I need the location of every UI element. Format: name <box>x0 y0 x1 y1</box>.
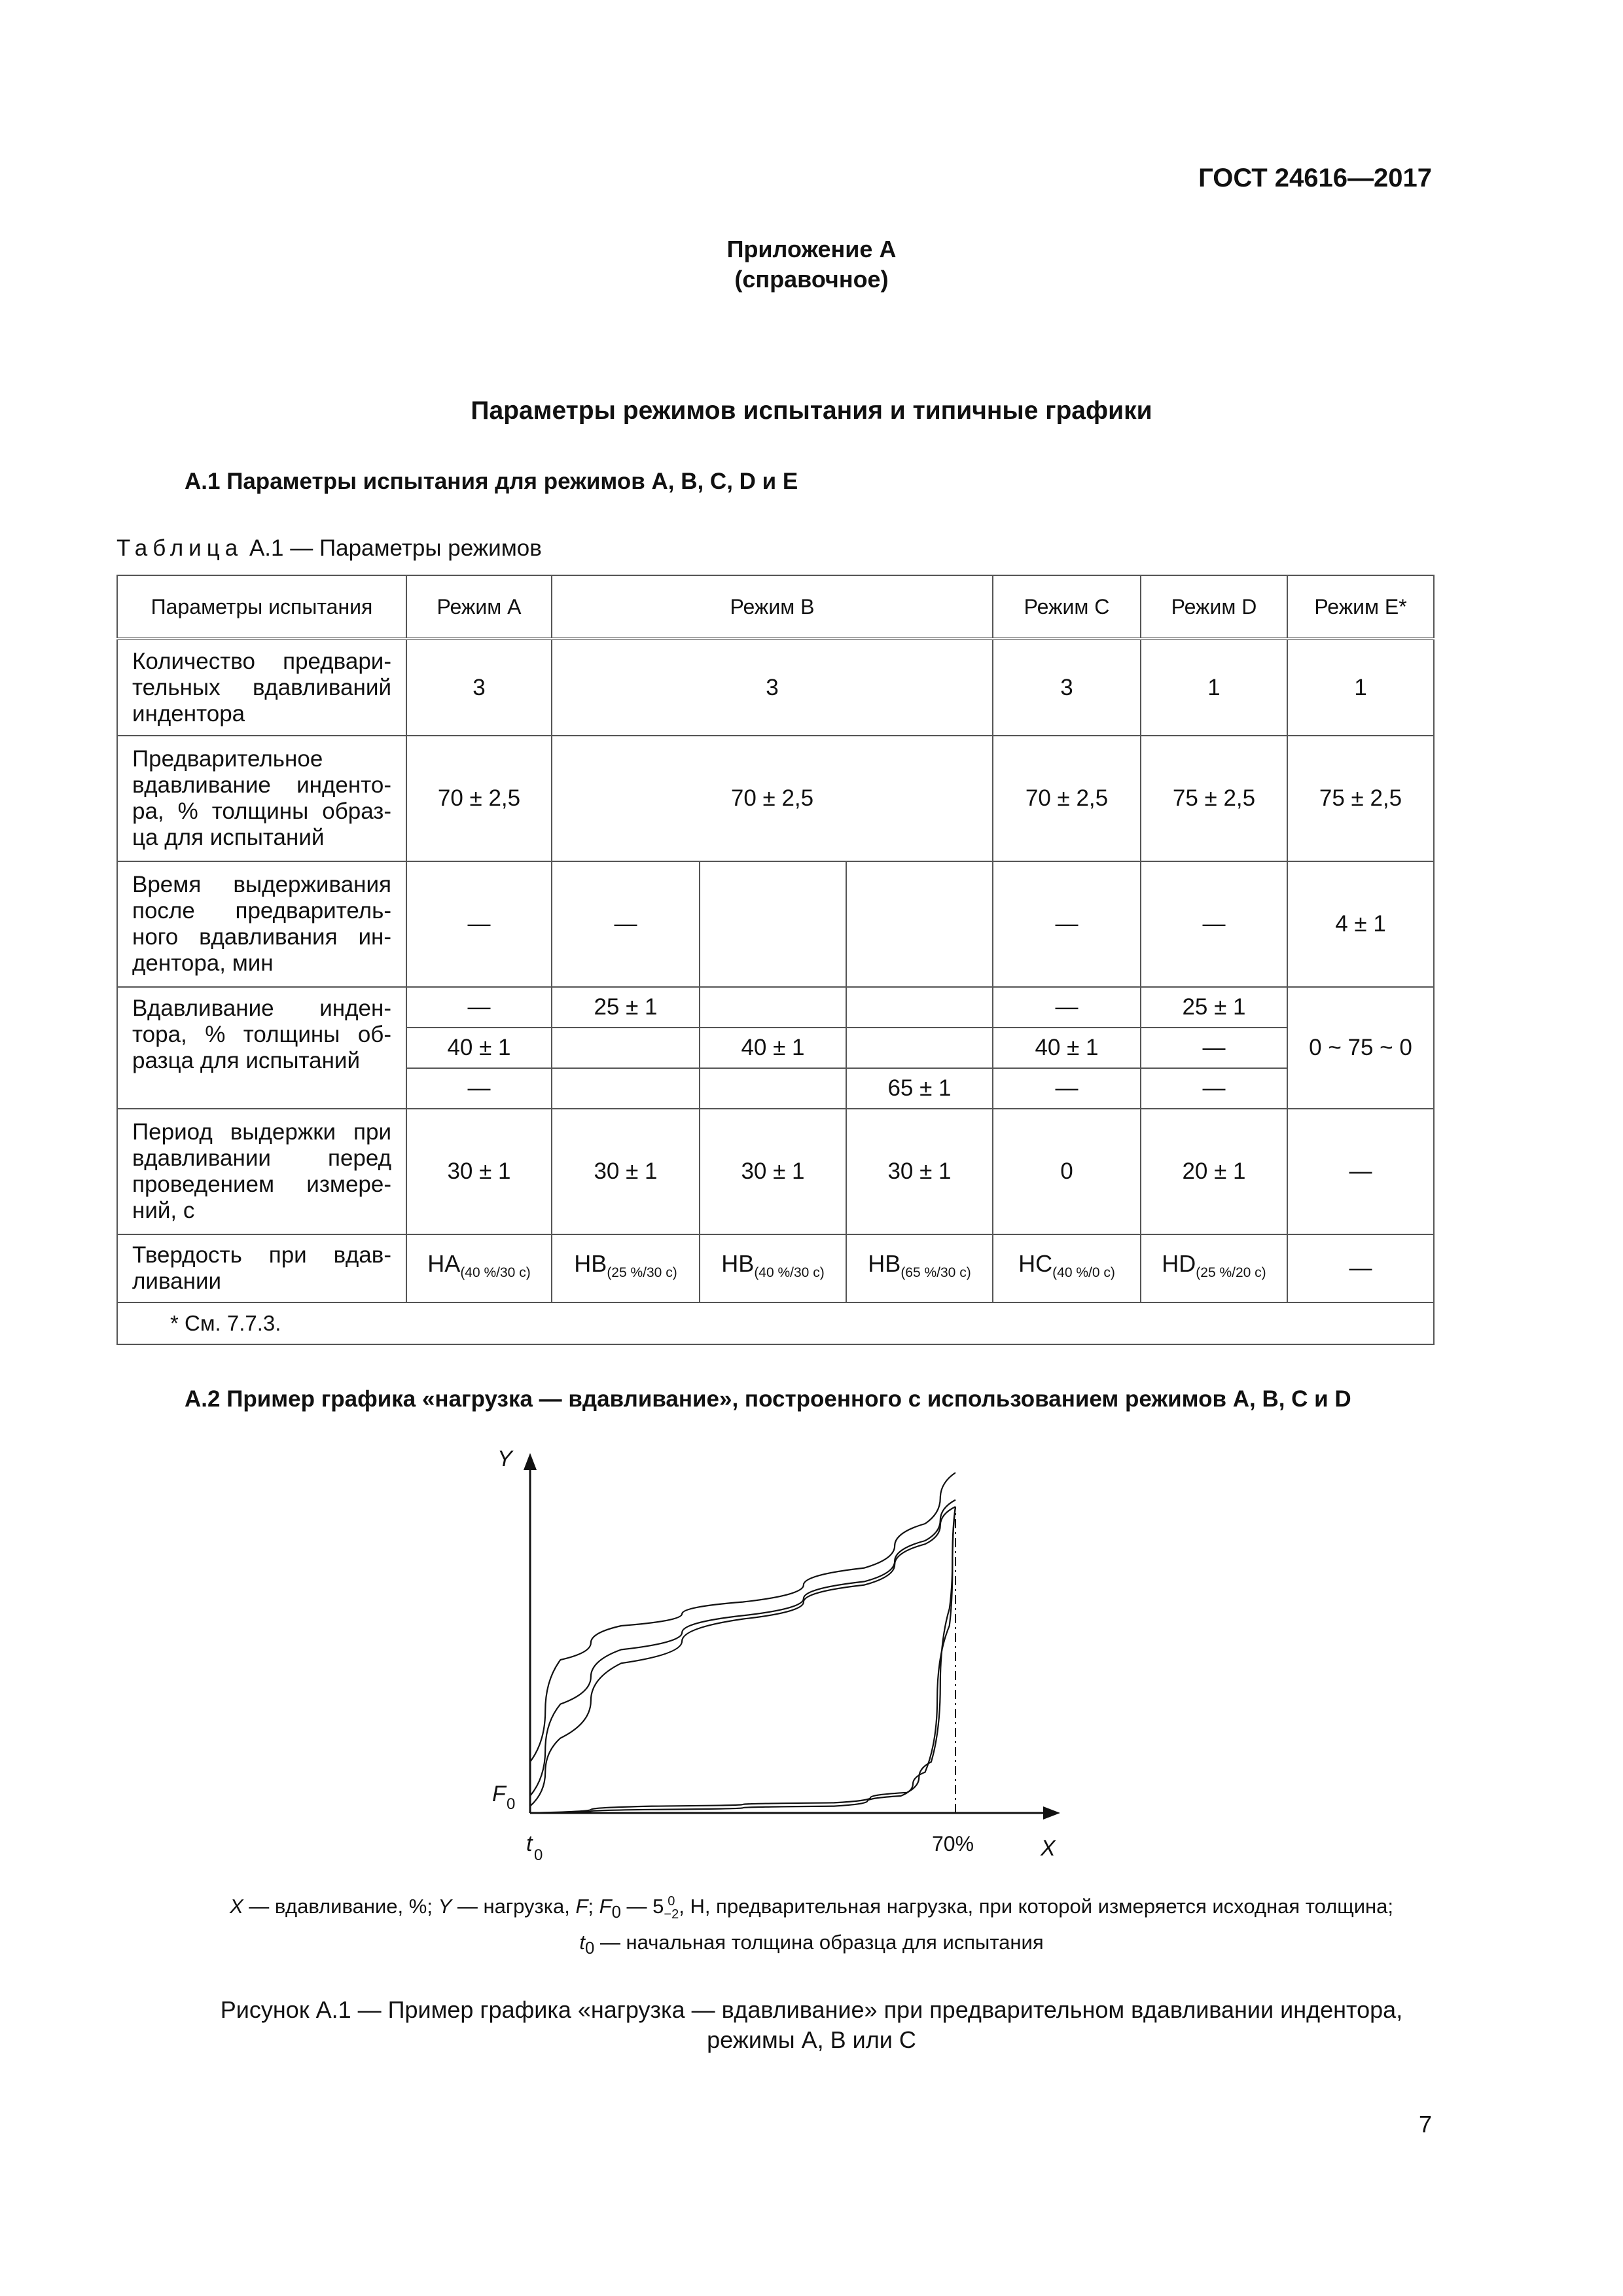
cell-d: 20 ± 1 <box>1141 1109 1287 1234</box>
row-label-hold-period: Период выдержки при вдавливании перед проведением измере-ний, с <box>117 1109 406 1234</box>
cell-a: — <box>406 1068 552 1109</box>
table-footnote-row <box>117 1302 1434 1344</box>
document-title: Параметры режимов испытания и типичные графики <box>471 397 1152 425</box>
standard-number: ГОСТ 24616—2017 <box>1198 164 1432 192</box>
cell-a: — <box>406 987 552 1028</box>
row-label-hardness: Твердость при вдав-ливании <box>117 1234 406 1302</box>
legend-tolerance-upper: 0 <box>668 1893 675 1909</box>
hardness-subscript: (65 %/30 с) <box>901 1265 971 1280</box>
cell-a: 3 <box>406 639 552 736</box>
cell-e: — <box>1287 1109 1434 1234</box>
cell-b: 70 ± 2,5 <box>552 736 993 861</box>
table-footnote: * См. 7.7.3. <box>117 1302 1434 1344</box>
table-row <box>117 1109 1434 1234</box>
y-tick-label-f0-sub: 0 <box>507 1795 516 1813</box>
header-mode-a: Режим А <box>406 575 552 639</box>
x-axis-label: X <box>1041 1836 1056 1861</box>
load-indentation-chart <box>471 1433 1126 1878</box>
legend-x-desc: — вдавливание, %; <box>243 1895 438 1918</box>
cell-a: — <box>406 861 552 987</box>
table-caption-text: А.1 — Параметры режимов <box>243 535 542 561</box>
hardness-symbol: HB <box>868 1250 901 1277</box>
legend-separator: ; <box>588 1895 599 1918</box>
cell-c <box>993 1234 1141 1302</box>
legend-f0-sub: 0 <box>611 1903 621 1922</box>
appendix-status: (справочное) <box>734 266 889 293</box>
figure-caption-line-1: Рисунок А.1 — Пример графика «нагрузка — вдавливание» при предварительном вдавливании индентора, <box>220 1996 1403 2023</box>
loading-curve-1 <box>530 1473 955 1762</box>
cell-c: 0 <box>993 1109 1141 1234</box>
cell-b2: 40 ± 1 <box>700 1028 846 1068</box>
legend-x-symbol: X <box>229 1895 243 1918</box>
legend-y-symbol: Y <box>438 1895 452 1918</box>
cell-e: 75 ± 2,5 <box>1287 736 1434 861</box>
cell-b3: 65 ± 1 <box>846 1068 993 1109</box>
row-label-preload-count: Количество предвари-тельных вдавливаний индентора <box>117 639 406 736</box>
cell-b1: — <box>552 861 700 987</box>
legend-f0-symbol: F <box>599 1895 612 1918</box>
cell-c: — <box>993 861 1141 987</box>
legend-t0-symbol: t <box>579 1931 585 1954</box>
header-mode-e: Режим Е* <box>1287 575 1434 639</box>
cell-b: 3 <box>552 639 993 736</box>
legend-line-2 <box>0 1928 1623 1964</box>
y-axis-arrow <box>524 1453 537 1470</box>
hardness-symbol: HC <box>1018 1250 1053 1277</box>
figure-caption-line-2: режимы А, В или С <box>707 2026 916 2053</box>
cell-d <box>1141 1234 1287 1302</box>
cell-c: 70 ± 2,5 <box>993 736 1141 861</box>
header-parameters: Параметры испытания <box>117 575 406 639</box>
x-axis-arrow <box>1043 1806 1060 1820</box>
table-row <box>117 861 1434 987</box>
table-header-row <box>117 575 1434 639</box>
y-axis-label: Y <box>497 1446 512 1471</box>
legend-tolerance-lower: −2 <box>664 1907 679 1922</box>
x-tick-label-t0-sub: 0 <box>534 1846 543 1864</box>
cell-d: 25 ± 1 <box>1141 987 1287 1028</box>
legend-f0-desc: , Н, предварительная нагрузка, при которой измеряется исходная толщина; <box>679 1895 1394 1918</box>
table-row <box>117 1234 1434 1302</box>
row-label-preload-depth: Предварительное вдавливание инденто-ра, % толщины образ-ца для испытаний <box>117 736 406 861</box>
hardness-subscript: (25 %/20 с) <box>1196 1265 1266 1280</box>
hardness-subscript: (40 %/0 с) <box>1052 1265 1115 1280</box>
table-row <box>117 639 1434 736</box>
legend-t0-desc: — начальная толщина образца для испытания <box>594 1931 1044 1954</box>
cell-a: 70 ± 2,5 <box>406 736 552 861</box>
cell-a: 30 ± 1 <box>406 1109 552 1234</box>
appendix-title: Приложение А <box>726 236 897 262</box>
cell-a: 40 ± 1 <box>406 1028 552 1068</box>
hardness-symbol: HD <box>1162 1250 1196 1277</box>
cell-b2 <box>700 987 846 1028</box>
legend-f-symbol: F <box>575 1895 588 1918</box>
loading-curve-2 <box>530 1500 955 1796</box>
loading-curve-3 <box>530 1507 955 1806</box>
hardness-subscript: (25 %/30 с) <box>607 1265 677 1280</box>
cell-b1 <box>552 1068 700 1109</box>
cell-e: 0 ~ 75 ~ 0 <box>1287 987 1434 1109</box>
cell-d: — <box>1141 1068 1287 1109</box>
cell-c: — <box>993 987 1141 1028</box>
legend-line-1 <box>0 1892 1623 1928</box>
section-a1-heading: А.1 Параметры испытания для режимов А, В, С, D и Е <box>185 469 798 494</box>
hardness-symbol: HA <box>427 1250 461 1277</box>
cell-c: 40 ± 1 <box>993 1028 1141 1068</box>
header-mode-c: Режим С <box>993 575 1141 639</box>
cell-c: — <box>993 1068 1141 1109</box>
hardness-subscript: (40 %/30 с) <box>754 1265 825 1280</box>
hardness-symbol: HB <box>574 1250 607 1277</box>
cell-c: 3 <box>993 639 1141 736</box>
cell-b2: 30 ± 1 <box>700 1109 846 1234</box>
cell-b1: 30 ± 1 <box>552 1109 700 1234</box>
chart-axes <box>524 1453 1060 1820</box>
legend-f0-value: — 5 <box>620 1895 664 1918</box>
y-tick-label-f0: F <box>492 1782 506 1806</box>
table-caption-word: Таблица <box>116 535 243 561</box>
cell-b1 <box>552 1234 700 1302</box>
figure-caption <box>0 1995 1623 2055</box>
cell-b2 <box>700 1234 846 1302</box>
cell-d: 1 <box>1141 639 1287 736</box>
table-row <box>117 736 1434 861</box>
cell-b3: 30 ± 1 <box>846 1109 993 1234</box>
cell-e: 4 ± 1 <box>1287 861 1434 987</box>
cell-e: — <box>1287 1234 1434 1302</box>
table-row <box>117 987 1434 1028</box>
hardness-symbol: HB <box>721 1250 755 1277</box>
legend-t0-sub: 0 <box>584 1939 595 1958</box>
cell-b3 <box>846 861 993 987</box>
header-mode-d: Режим D <box>1141 575 1287 639</box>
legend-tolerance <box>664 1895 679 1921</box>
row-label-hold-time: Время выдерживания после предваритель-ного вдавливания ин-дентора, мин <box>117 861 406 987</box>
page-number: 7 <box>1418 2111 1432 2138</box>
x-tick-label-t0: t <box>526 1831 533 1856</box>
cell-b2 <box>700 861 846 987</box>
cell-b2 <box>700 1068 846 1109</box>
x-tick-label-70: 70% <box>932 1832 974 1856</box>
legend-y-desc: — нагрузка, <box>452 1895 576 1918</box>
section-a2-heading: А.2 Пример графика «нагрузка — вдавливание», построенного с использованием режимов А, В, С и D <box>185 1386 1351 1412</box>
cell-b3 <box>846 1234 993 1302</box>
cell-b3 <box>846 1028 993 1068</box>
cell-d: 75 ± 2,5 <box>1141 736 1287 861</box>
cell-a <box>406 1234 552 1302</box>
row-label-indentation: Вдавливание инден-тора, % толщины об-разца для испытаний <box>117 987 406 1109</box>
header-mode-b: Режим В <box>552 575 993 639</box>
table-caption <box>116 535 542 562</box>
cell-d: — <box>1141 1028 1287 1068</box>
cell-b1 <box>552 1028 700 1068</box>
chart-series <box>530 1473 955 1813</box>
figure-legend <box>0 1892 1623 1964</box>
parameters-table <box>116 575 1435 1345</box>
cell-b3 <box>846 987 993 1028</box>
cell-d: — <box>1141 861 1287 987</box>
appendix-heading <box>0 234 1623 295</box>
hardness-subscript: (40 %/30 с) <box>460 1265 531 1280</box>
cell-e: 1 <box>1287 639 1434 736</box>
cell-b1: 25 ± 1 <box>552 987 700 1028</box>
